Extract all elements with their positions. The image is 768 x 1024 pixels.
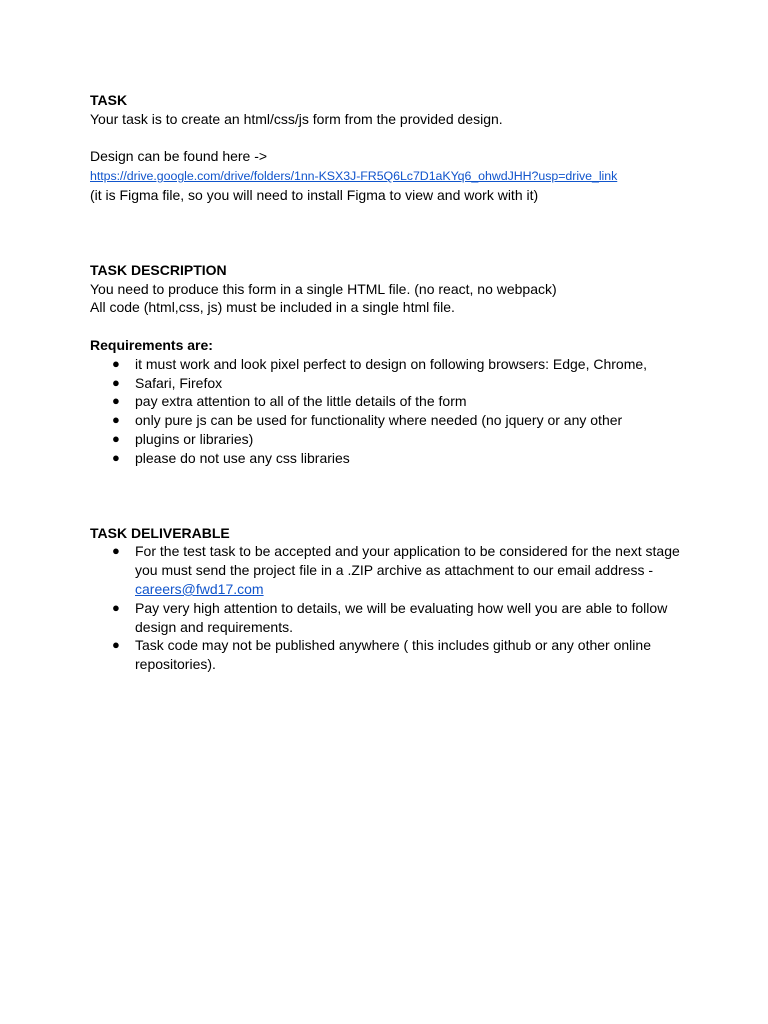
- task-heading: TASK: [90, 92, 128, 108]
- bullet-icon: ●: [112, 599, 120, 615]
- bullet-icon: ●: [112, 430, 120, 446]
- list-item: ● Safari, Firefox: [112, 374, 223, 391]
- deliverable-list: [90, 542, 690, 674]
- spacer: [90, 129, 690, 148]
- spacer: [90, 317, 690, 336]
- task-section: [90, 91, 690, 205]
- description-line-2: All code (html,css, js) must be included in a single html file.: [90, 299, 455, 316]
- bullet-icon: ●: [112, 412, 120, 428]
- task-description-section: [90, 261, 690, 468]
- spacer: [90, 205, 690, 261]
- document-page: [90, 91, 690, 674]
- list-item: ● pay extra attention to all of the little details of the form: [112, 393, 467, 410]
- bullet-icon: ●: [112, 543, 120, 559]
- list-item: ● please do not use any css libraries: [112, 449, 350, 466]
- task-line-1: Your task is to create an html/css/js form from the provided design.: [90, 110, 503, 127]
- bullet-icon: ●: [112, 393, 120, 409]
- task-description-heading: TASK DESCRIPTION: [90, 261, 227, 278]
- careers-email-link[interactable]: careers@fwd17.com: [135, 580, 264, 597]
- figma-note: (it is Figma file, so you will need to install Figma to view and work with it): [90, 186, 539, 203]
- bullet-icon: ●: [112, 374, 120, 390]
- bullet-icon: ●: [112, 355, 120, 371]
- design-intro: Design can be found here ->: [90, 148, 268, 165]
- list-item: ● it must work and look pixel perfect to design on following browsers: Edge, Chrome,: [112, 355, 648, 372]
- list-item: ● For the test task to be accepted and your application to be considered for the next stage you must send the project file in a .ZIP archive as attachment to our email address - careers@fwd17.com: [112, 543, 680, 597]
- requirements-heading: Requirements are:: [90, 336, 213, 353]
- task-deliverable-heading: TASK DELIVERABLE: [90, 524, 230, 541]
- list-item: ● only pure js can be used for functionality where needed (no jquery or any other: [112, 412, 623, 429]
- design-drive-link[interactable]: https://drive.google.com/drive/folders/1nn-KSX3J-FR5Q6Lc7D1aKYq6_ohwdJHH?usp=drive_link: [90, 169, 618, 184]
- list-item: ● plugins or libraries): [112, 430, 254, 447]
- spacer: [90, 468, 690, 524]
- list-item: ● Pay very high attention to details, we will be evaluating how well you are able to follow design and requirements.: [112, 599, 668, 635]
- list-item: ● Task code may not be published anywhere ( this includes github or any other online repositories).: [112, 637, 651, 673]
- task-deliverable-section: [90, 524, 690, 674]
- bullet-icon: ●: [112, 449, 120, 465]
- description-line-1: You need to produce this form in a single HTML file. (no react, no webpack): [90, 280, 557, 297]
- bullet-icon: ●: [112, 637, 120, 653]
- requirements-list: [90, 355, 690, 468]
